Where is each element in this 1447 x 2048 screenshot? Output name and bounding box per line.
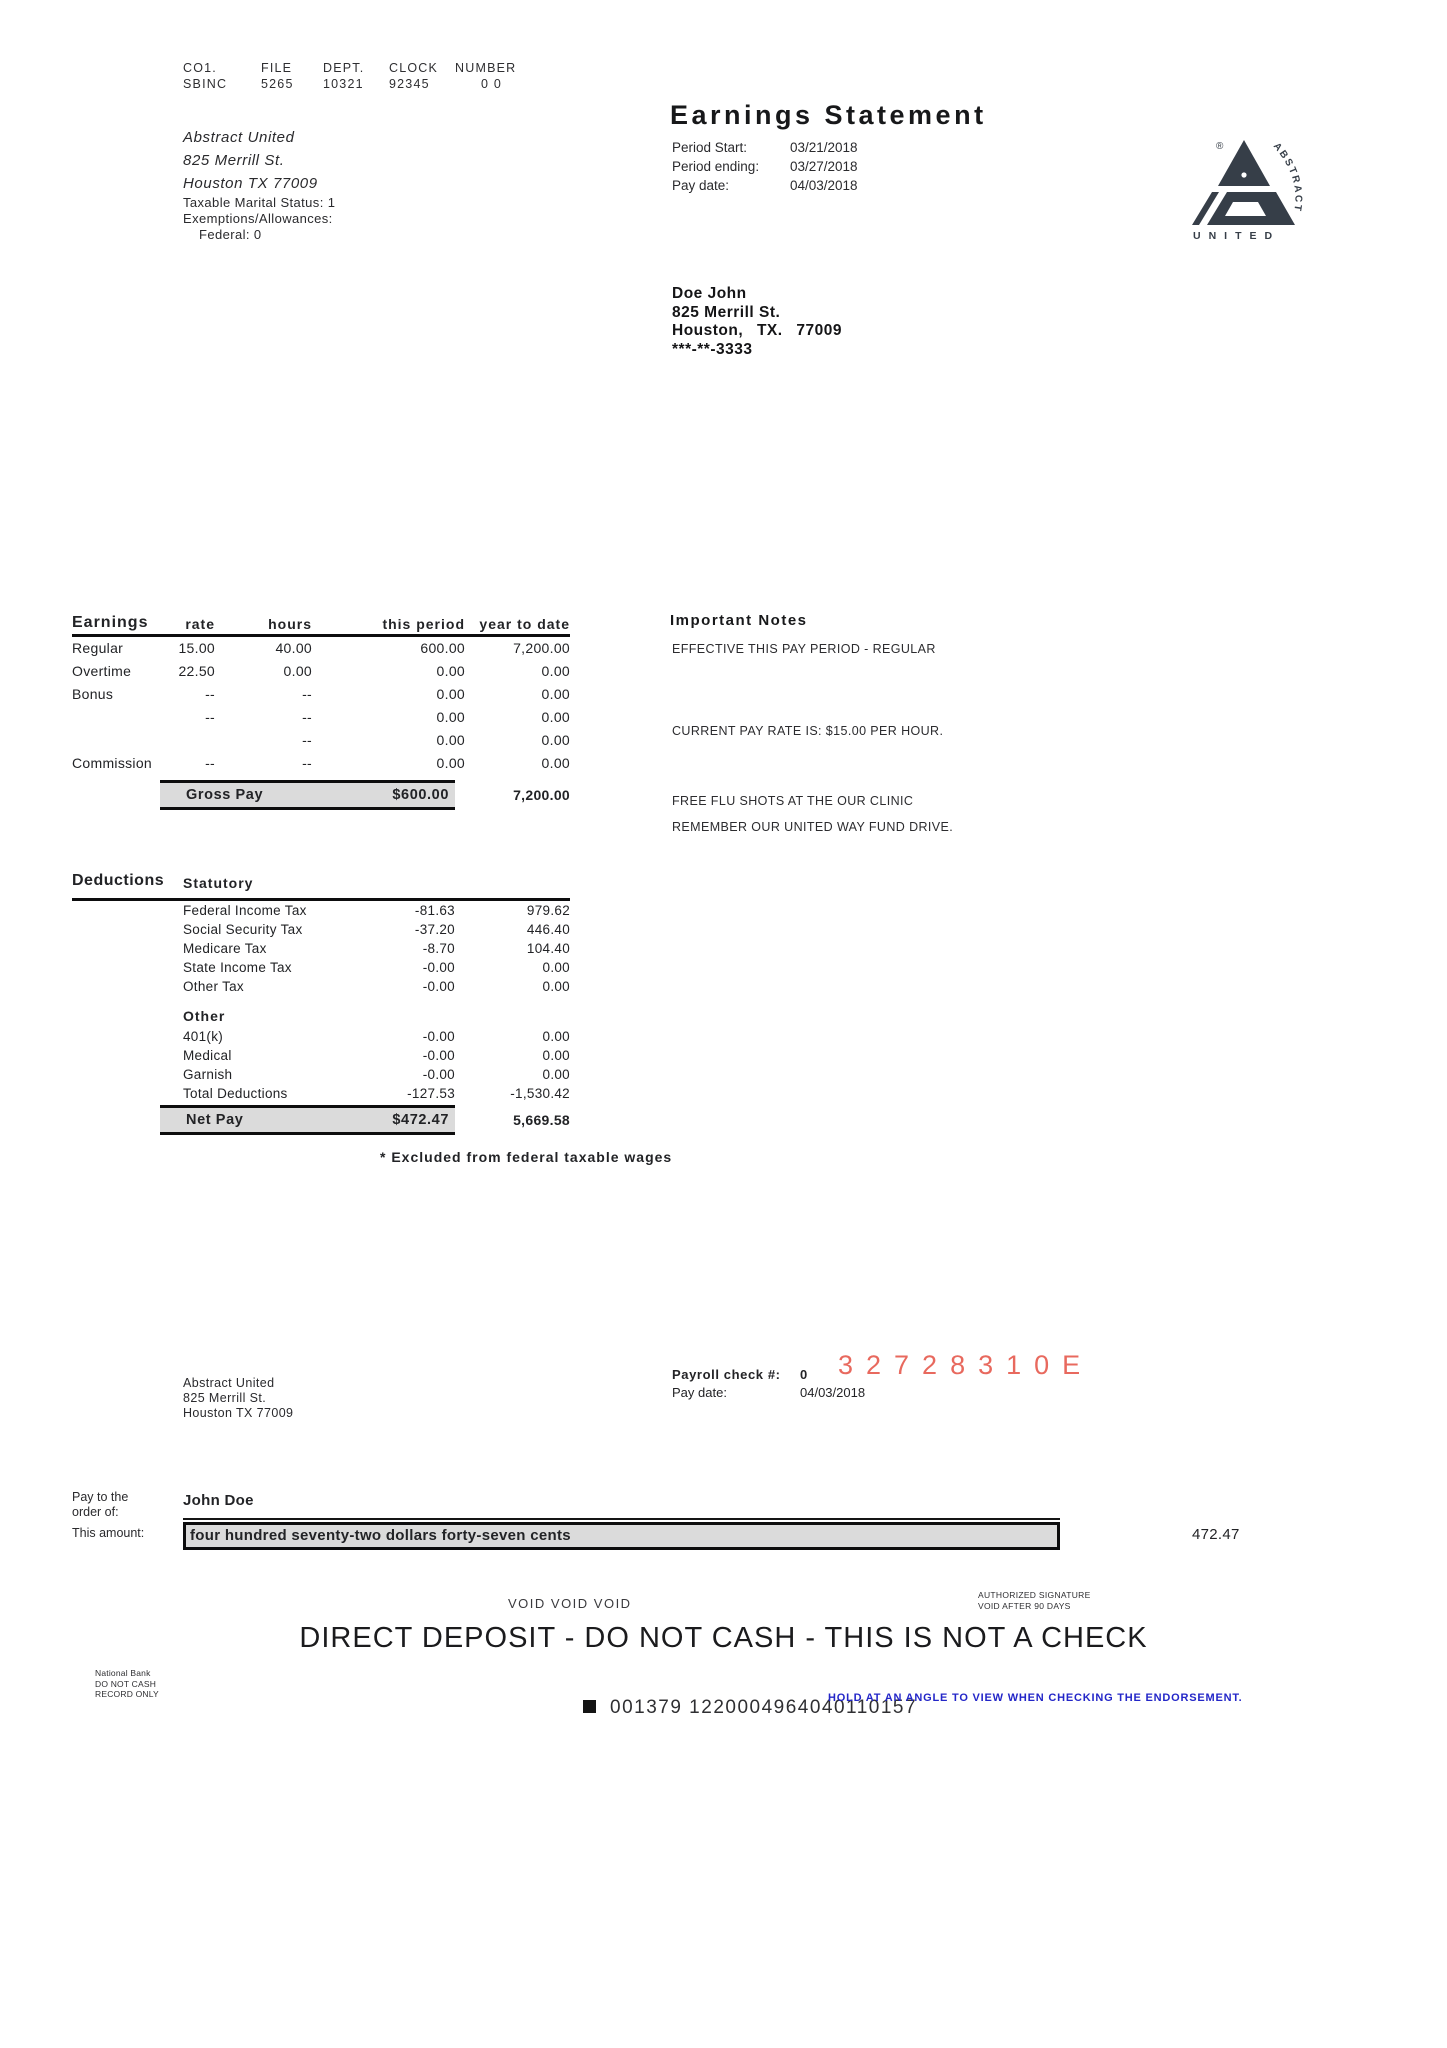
- deduction-period: -0.00: [422, 960, 455, 975]
- pay-date-label: Pay date:: [672, 178, 730, 193]
- row-rate: --: [205, 686, 215, 702]
- payroll-check-value: 0: [800, 1367, 808, 1382]
- employee-name: Doe John: [672, 285, 747, 302]
- check-company-address: [183, 1376, 293, 1421]
- federal-allowances: Federal: 0: [199, 227, 262, 242]
- earnings-row-bonus: [72, 683, 570, 706]
- file-info-labels: [183, 60, 535, 76]
- deduction-row-401k: [72, 1027, 570, 1046]
- row-ytd: 0.00: [541, 663, 570, 679]
- statutory-label: Statutory: [183, 875, 254, 891]
- row-hours: --: [302, 732, 312, 748]
- bank-record-block: [95, 1668, 159, 1700]
- deduction-period: -0.00: [422, 979, 455, 994]
- row-label: Bonus: [72, 686, 114, 702]
- employer-address: [183, 126, 318, 195]
- check-company-city: Houston TX 77009: [183, 1406, 294, 1420]
- row-label: [72, 706, 162, 729]
- deduction-period: -0.00: [422, 1029, 455, 1044]
- employee-city: Houston, TX. 77009: [672, 322, 842, 339]
- deduction-ytd: 0.00: [542, 1029, 570, 1044]
- file-info-value: 0 0: [481, 77, 502, 91]
- note-item: REMEMBER OUR UNITED WAY FUND DRIVE.: [672, 820, 954, 834]
- deduction-period: -37.20: [414, 922, 455, 937]
- row-ytd: 0.00: [541, 686, 570, 702]
- net-pay-ytd: 5,669.58: [513, 1112, 570, 1128]
- deduction-label: Medicare Tax: [183, 941, 267, 956]
- row-period: 600.00: [420, 640, 465, 656]
- gross-pay-period: $600.00: [392, 787, 449, 803]
- net-pay-period: $472.47: [392, 1112, 449, 1128]
- row-label: Overtime: [72, 663, 132, 679]
- void-watermark: VOID VOID VOID: [508, 1596, 632, 1611]
- file-info-values: [183, 76, 535, 92]
- period-start-row: [672, 138, 858, 157]
- deduction-label: Garnish: [183, 1067, 233, 1082]
- logo-arc-text: ABSTRACT: [1270, 140, 1304, 214]
- file-info-label: DEPT.: [323, 61, 365, 75]
- file-info-label: FILE: [261, 61, 293, 75]
- employee-ssn-masked: ***-**-3333: [672, 340, 753, 358]
- pay-date-row: [672, 176, 858, 195]
- this-period-header: this period: [382, 616, 465, 632]
- deduction-label: Federal Income Tax: [183, 903, 307, 918]
- row-period: 0.00: [436, 686, 465, 702]
- check-company-street: 825 Merrill St.: [183, 1391, 267, 1405]
- deduction-row-garnish: [72, 1065, 570, 1084]
- period-start-value: 03/21/2018: [790, 140, 858, 155]
- pay-date-value: 04/03/2018: [790, 178, 858, 193]
- other-deductions-label: Other: [183, 1008, 226, 1024]
- important-notes-title: Important Notes: [670, 612, 808, 629]
- net-pay-row: [72, 1105, 570, 1135]
- bank-do-not-cash: DO NOT CASH: [95, 1678, 157, 1689]
- employee-address: [672, 285, 842, 359]
- employer-street: 825 Merrill St.: [183, 152, 285, 169]
- pay-to-line1: Pay to the: [72, 1490, 129, 1504]
- file-info-block: [183, 60, 535, 92]
- check-serial-number: 32728310E: [838, 1350, 1094, 1380]
- deduction-ytd: 446.40: [526, 922, 570, 937]
- exemptions-label: Exemptions/Allowances:: [183, 211, 333, 226]
- deduction-row-total: [72, 1084, 570, 1103]
- row-rate: --: [205, 709, 215, 725]
- deduction-label: 401(k): [183, 1029, 224, 1044]
- row-rate: 22.50: [178, 663, 215, 679]
- employee-street: 825 Merrill St.: [672, 303, 781, 321]
- period-end-value: 03/27/2018: [790, 159, 858, 174]
- earnings-header: Earnings: [72, 614, 149, 631]
- deduction-label: Other Tax: [183, 979, 244, 994]
- file-info-label: NUMBER: [455, 61, 517, 75]
- check-pay-date-label: Pay date:: [672, 1385, 727, 1400]
- taxable-wages-footnote: * Excluded from federal taxable wages: [380, 1149, 673, 1165]
- file-info-value: SBINC: [183, 77, 228, 91]
- row-period: 0.00: [436, 709, 465, 725]
- abstract-united-logo-icon: [1183, 128, 1305, 248]
- bank-record-only: RECORD ONLY: [95, 1689, 159, 1699]
- earnings-row-commission: [72, 752, 570, 775]
- marital-status: Taxable Marital Status: 1: [183, 195, 336, 210]
- row-rate: --: [205, 755, 215, 771]
- payee-underline: [183, 1518, 1060, 1520]
- earnings-table: [72, 612, 570, 810]
- gross-pay-row: [72, 780, 570, 810]
- deduction-row-medical: [72, 1046, 570, 1065]
- file-info-value: 5265: [261, 77, 294, 91]
- row-hours: 0.00: [283, 663, 312, 679]
- deduction-label: State Income Tax: [183, 960, 292, 975]
- rate-header: rate: [185, 616, 215, 632]
- row-period: 0.00: [436, 755, 465, 771]
- total-deductions-label: Total Deductions: [183, 1086, 288, 1101]
- deduction-row-other-tax: [72, 977, 570, 996]
- deduction-label: Social Security Tax: [183, 922, 303, 937]
- net-pay-label: Net Pay: [186, 1112, 244, 1128]
- deduction-ytd: 104.40: [526, 941, 570, 956]
- important-notes: [670, 612, 1140, 834]
- earnings-row-blank-2: [72, 729, 570, 752]
- total-deductions-period: -127.53: [407, 1086, 455, 1101]
- check-company-name: Abstract United: [183, 1376, 275, 1390]
- earnings-row-blank-1: [72, 706, 570, 729]
- gross-pay-ytd: 7,200.00: [513, 787, 570, 803]
- earnings-header-row: [72, 612, 570, 632]
- check-pay-date-value: 04/03/2018: [800, 1385, 866, 1400]
- row-hours: --: [302, 709, 312, 725]
- deduction-row-federal: [72, 901, 570, 920]
- logo-bottom-text: UNITED: [1193, 230, 1281, 242]
- deduction-period: -8.70: [422, 941, 455, 956]
- logo-dot: [1241, 172, 1246, 177]
- deduction-period: -0.00: [422, 1048, 455, 1063]
- employer-city: Houston TX 77009: [183, 175, 318, 192]
- employer-name: Abstract United: [183, 129, 295, 146]
- net-pay-bar: [160, 1105, 455, 1135]
- deductions-title: Deductions: [72, 872, 165, 889]
- deduction-label: Medical: [183, 1048, 232, 1063]
- row-ytd: 0.00: [541, 755, 570, 771]
- row-rate: 15.00: [178, 640, 215, 656]
- micr-symbol-icon: [583, 1700, 596, 1713]
- year-to-date-header: year to date: [479, 616, 570, 632]
- file-info-value: 10321: [323, 77, 364, 91]
- deduction-period: -0.00: [422, 1067, 455, 1082]
- file-info-value: 92345: [389, 77, 430, 91]
- row-period: 0.00: [436, 732, 465, 748]
- deduction-row-medicare: [72, 939, 570, 958]
- deduction-row-state-income: [72, 958, 570, 977]
- payroll-check-label: Payroll check #:: [672, 1367, 781, 1382]
- deduction-ytd: 0.00: [542, 1048, 570, 1063]
- note-item: FREE FLU SHOTS AT THE OUR CLINIC: [672, 794, 914, 808]
- pay-period-block: [672, 138, 858, 195]
- row-hours: --: [302, 755, 312, 771]
- total-deductions-ytd: -1,530.42: [510, 1086, 570, 1101]
- row-ytd: 0.00: [541, 732, 570, 748]
- row-ytd: 0.00: [541, 709, 570, 725]
- authorized-signature-label: AUTHORIZED SIGNATURE: [978, 1590, 1091, 1600]
- deduction-period: -81.63: [414, 903, 455, 918]
- deductions-table: [72, 872, 673, 1165]
- amount-in-words-box: four hundred seventy-two dollars forty-seven cents: [183, 1522, 1060, 1550]
- bank-name: National Bank: [95, 1668, 151, 1678]
- endorsement-notice: HOLD AT AN ANGLE TO VIEW WHEN CHECKING THE ENDORSEMENT.: [828, 1692, 1243, 1704]
- period-end-row: [672, 157, 858, 176]
- payroll-check-row: [672, 1366, 865, 1384]
- authorized-signature-block: [978, 1590, 1091, 1612]
- pay-to-order-label: [72, 1490, 128, 1520]
- payee-name: John Doe: [183, 1492, 254, 1509]
- logo-registered-mark: ®: [1216, 141, 1224, 152]
- hours-header: hours: [268, 616, 312, 632]
- gross-pay-label: Gross Pay: [186, 787, 264, 803]
- company-logo: [1183, 128, 1305, 248]
- file-info-label: CLOCK: [389, 61, 439, 75]
- deduction-ytd: 0.00: [542, 1067, 570, 1082]
- tax-status-block: [183, 195, 335, 243]
- page-title: Earnings Statement: [670, 100, 987, 130]
- row-label: Regular: [72, 640, 124, 656]
- gross-pay-bar: [160, 780, 455, 810]
- row-rate: [162, 729, 215, 752]
- note-item: EFFECTIVE THIS PAY PERIOD - REGULAR: [672, 642, 936, 656]
- deduction-ytd: 0.00: [542, 960, 570, 975]
- row-hours: --: [302, 686, 312, 702]
- row-label: [72, 729, 162, 752]
- period-start-label: Period Start:: [672, 140, 748, 155]
- file-info-label: CO1.: [183, 61, 217, 75]
- micr-digits: 001379 1220004964040110157: [610, 1697, 918, 1718]
- row-ytd: 7,200.00: [513, 640, 570, 656]
- void-after-label: VOID AFTER 90 DAYS: [978, 1601, 1071, 1611]
- row-period: 0.00: [436, 663, 465, 679]
- check-pay-date-row: [672, 1384, 865, 1402]
- earnings-row-regular: [72, 637, 570, 660]
- amount-numeric: 472.47: [1192, 1526, 1240, 1543]
- pay-to-line2: order of:: [72, 1505, 119, 1519]
- amount-label: This amount:: [72, 1526, 145, 1540]
- row-label: Commission: [72, 755, 153, 771]
- deduction-row-social-security: [72, 920, 570, 939]
- deductions-header-row: [72, 872, 570, 896]
- deduction-ytd: 0.00: [542, 979, 570, 994]
- row-hours: 40.00: [275, 640, 312, 656]
- payroll-check-block: [672, 1366, 865, 1402]
- direct-deposit-banner: DIRECT DEPOSIT - DO NOT CASH - THIS IS NOT A CHECK: [299, 1622, 1148, 1654]
- earnings-row-overtime: [72, 660, 570, 683]
- period-end-label: Period ending:: [672, 159, 760, 174]
- logo-top-triangle: [1218, 140, 1270, 186]
- deduction-ytd: 979.62: [526, 903, 570, 918]
- note-item: CURRENT PAY RATE IS: $15.00 PER HOUR.: [672, 724, 944, 738]
